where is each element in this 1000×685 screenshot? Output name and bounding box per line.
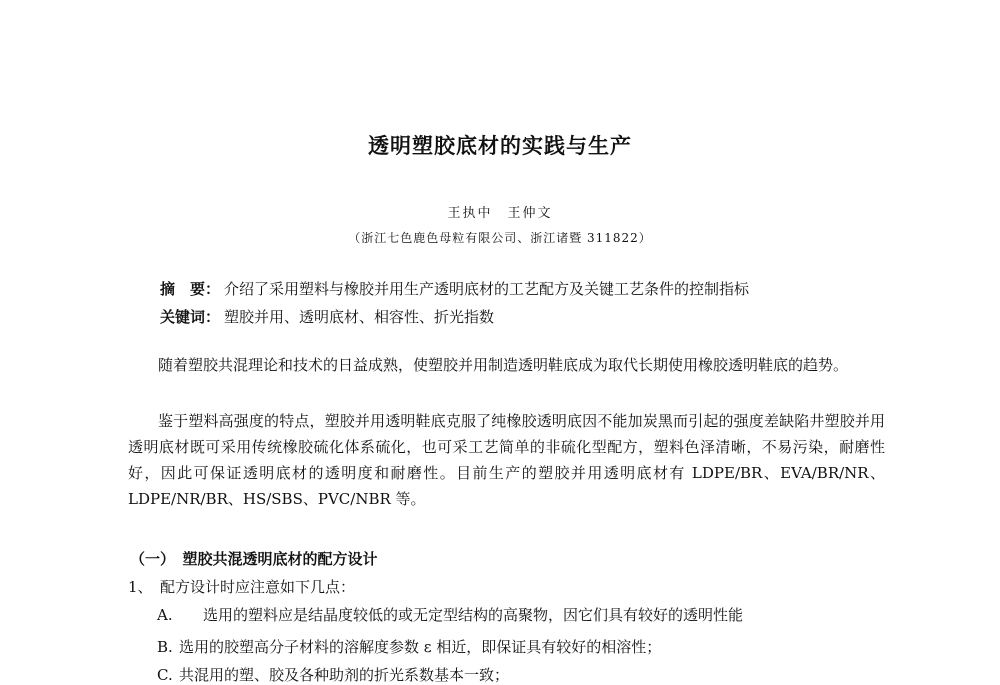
- paper-title: 透明塑胶底材的实践与生产: [368, 134, 632, 158]
- keywords-text: 塑胶并用、透明底材、相容性、折光指数: [224, 308, 495, 326]
- list-marker: C.: [157, 666, 173, 684]
- keywords-label: 关键词：: [160, 308, 221, 326]
- keywords-line: [160, 306, 494, 327]
- list-item-text: 共混用的塑、胶及各种助剂的折光系数基本一致；: [179, 666, 510, 684]
- affiliation: （浙江七色鹿色母粒有限公司、浙江诸暨 311822）: [348, 231, 652, 245]
- abstract-text: 介绍了采用塑料与橡胶并用生产透明底材的工艺配方及关键工艺条件的控制指标: [224, 280, 750, 298]
- list-item-a: [157, 604, 743, 625]
- list-item-text: 选用的塑料应是结晶度较低的或无定型结构的高聚物，因它们具有较好的透明性能: [203, 606, 744, 624]
- list-marker: A.: [157, 606, 173, 624]
- list-marker: B.: [157, 638, 173, 656]
- body-paragraph-2: 鉴于塑料高强度的特点，塑胶并用透明鞋底克服了纯橡胶透明底因不能加炭黑而引起的强度差缺陷井塑胶并用透明底材既可采用传统橡胶硫化体系硫化，也可采工艺简单的非硫化型配方，塑料色泽清晰，不易污染，耐磨性好，因此可保证透明底材的透明度和耐磨性。目前生产的塑胶并用透明底材有 LDPE/BR、EVA/BR/NR、LDPE/NR/BR、HS/SBS、PVC/NBR 等。: [128, 412, 885, 508]
- list-item-b: [157, 636, 661, 657]
- list-item-text: 选用的胶塑高分子材料的溶解度参数 ε 相近，即保证具有较好的相溶性；: [179, 638, 662, 656]
- list-item-c: [157, 664, 509, 685]
- abstract-line: [160, 278, 749, 299]
- section-subheading: 1、 配方设计时应注意如下几点：: [128, 578, 356, 596]
- abstract-label: 摘 要：: [160, 280, 221, 298]
- authors: 王执中 王仲文: [447, 206, 553, 221]
- body-paragraph-1: 随着塑胶共混理论和技术的日益成熟，使塑胶并用制造透明鞋底成为取代长期使用橡胶透明鞋底的趋势。: [158, 356, 849, 374]
- section-heading: （一） 塑胶共混透明底材的配方设计: [130, 550, 378, 568]
